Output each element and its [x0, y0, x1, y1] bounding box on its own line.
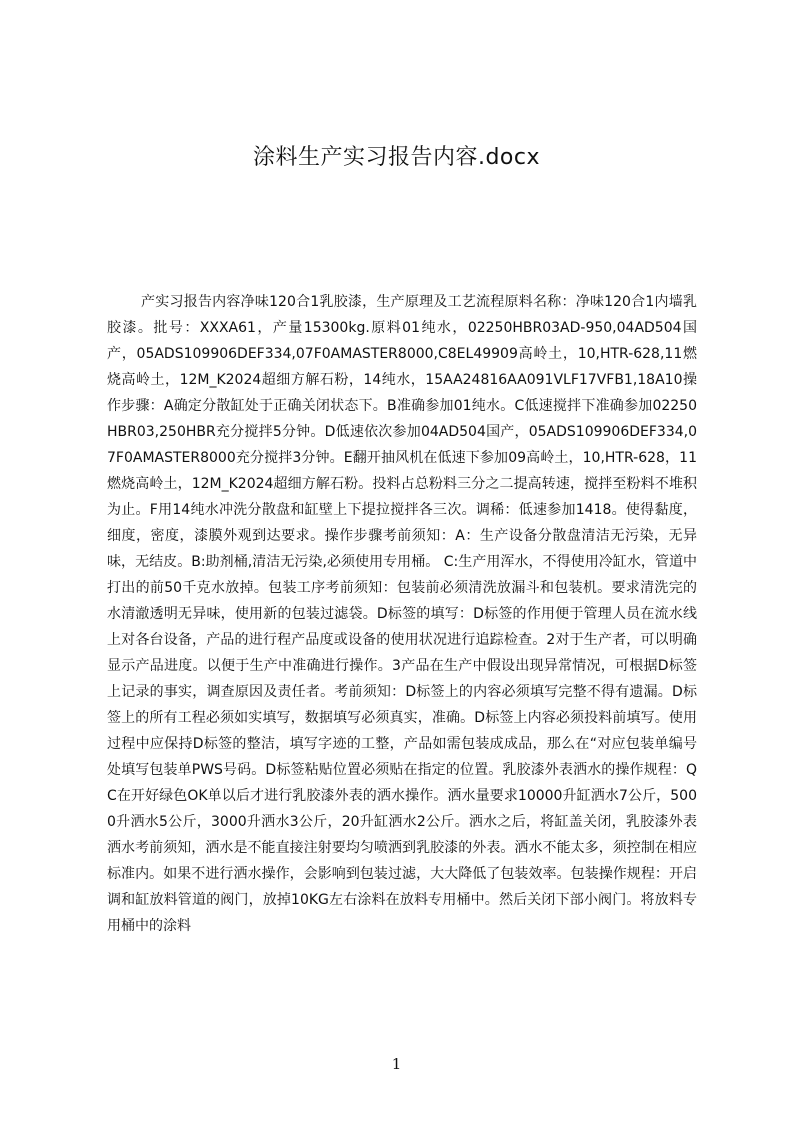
page-number: 1 [391, 1055, 402, 1073]
document-title: 涂料生产实习报告内容.docx [252, 145, 541, 170]
document-body-paragraph: 产实习报告内容净味120合1乳胶漆，生产原理及工艺流程原料名称：净味120合1内墙乳胶漆。批号：XXXA61，产量15300kg.原料01纯水，02250HBR03AD-950,04AD504国产，05ADS109906DEF334,07F0AMASTER8000,C8EL49909高岭土，10,HTR-628,11燃烧高岭土，12M_K2024超细方解石粉，14纯水，15AA24816AA091VLF17VFB1,18A10操作步骤：A确定分散缸处于正确关闭状态下。B准确参加01纯水。C低速搅拌下准确参加02250HBR03,250HBR充分搅拌5分钟。D低速依次参加04AD504国产，05ADS109906DEF334,07F0AMASTER8000充分搅拌3分钟。E翻开抽风机在低速下参加09高岭土，10,HTR-628，11燃烧高岭土，12M_K2024超细方解石粉。投料占总粉料三分之二提高转速，搅拌至粉料不堆积为止。F用14纯水冲洗分散盘和缸壁上下提拉搅拌各三次。调稀：低速参加1418。使得黏度，细度，密度，漆膜外观到达要求。操作步骤考前须知：A：生产设备分散盘清洁无污染，无异味，无结皮。B:助剂桶,清洁无污染,必须使用专用桶。 C:生产用浑水，不得使用冷缸水，管道中打出的前50千克水放掉。包装工序考前须知：包装前必须清洗放漏斗和包装机。要求清洗完的水清澈透明无异味，使用新的包装过滤袋。D标签的填写：D标签的作用便于管理人员在流水线上对各台设备，产品的进行程产品度或设备的使用状况进行追踪检查。2对于生产者，可以明确显示产品进度。以便于生产中准确进行操作。3产品在生产中假设出现异常情况，可根据D标签上记录的事实，调查原因及责任者。考前须知：D标签上的内容必须填写完整不得有遗漏。D标签上的所有工程必须如实填写，数据填写必须真实，准确。D标签上内容必须投料前填写。使用过程中应保持D标签的整洁，填写字迹的工整，产品如需包装成成品，那么在“对应包装单编号处填写包装单PWS号码。D标签粘贴位置必须贴在指定的位置。乳胶漆外表洒水的操作规程：QC在开好绿色OK单以后才进行乳胶漆外表的洒水操作。洒水量要求10000升缸洒水7公斤，5000升洒水5公斤，3000升洒水3公斤，20升缸洒水2公斤。洒水之后，将缸盖关闭，乳胶漆外表洒水考前须知，洒水是不能直接注射要均匀喷洒到乳胶漆的外表。洒水不能太多，须控制在相应标准内。如果不进行洒水操作，会影响到包装过滤，大大降低了包装效率。包装操作规程：开启调和缸放料管道的阀门，放掉10KG左右涂料在放料专用桶中。然后关闭下部小阀门。将放料专用桶中的涂料 [107, 294, 697, 934]
